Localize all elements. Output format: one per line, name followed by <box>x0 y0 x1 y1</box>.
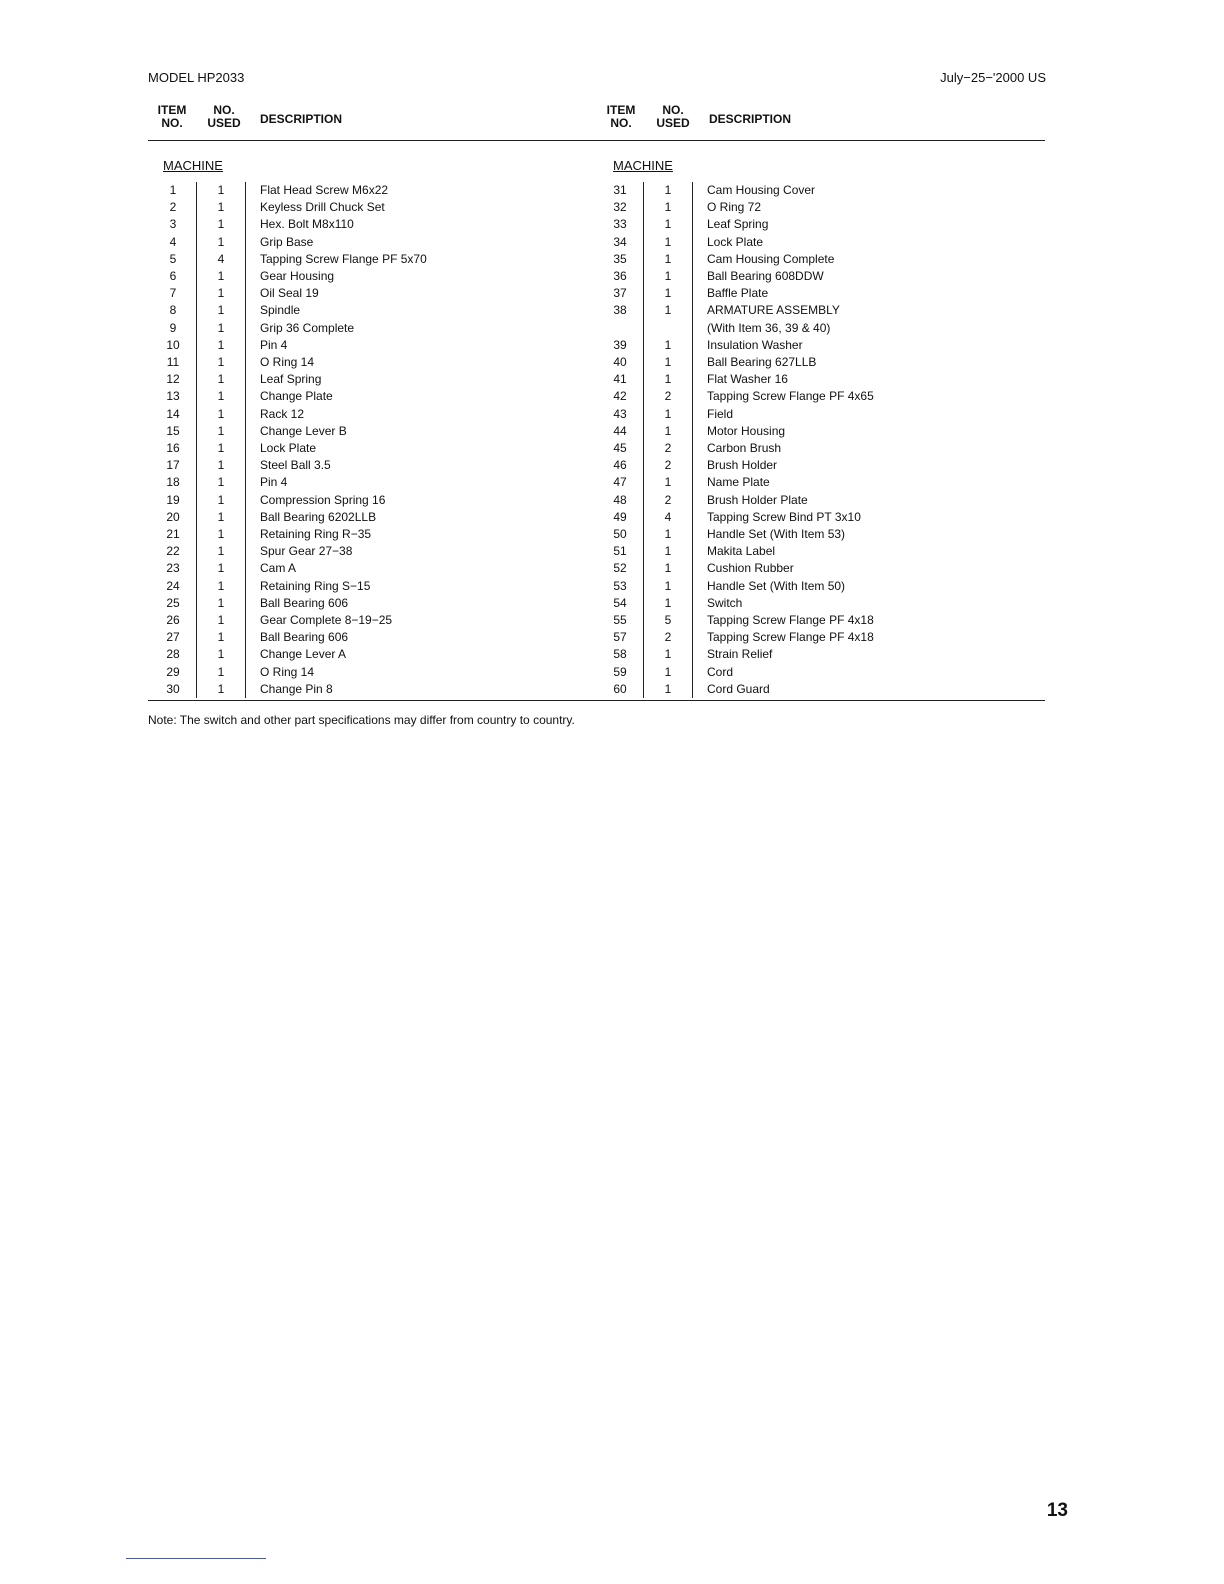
item-number: 2 <box>169 200 177 215</box>
table-row <box>597 251 1027 268</box>
part-description: Name Plate <box>707 475 770 490</box>
part-description: Gear Housing <box>260 269 335 284</box>
part-description: Grip Base <box>260 234 314 249</box>
table-row <box>597 578 1027 595</box>
item-number: 59 <box>613 664 627 679</box>
part-description: Carbon Brush <box>707 441 782 456</box>
part-description: O Ring 14 <box>260 355 315 370</box>
quantity-used: 1 <box>644 234 693 251</box>
quantity-used: 1 <box>197 612 246 629</box>
table-row <box>150 509 580 526</box>
quantity-used: 1 <box>644 423 693 440</box>
table-row <box>150 199 580 216</box>
quantity-used: 2 <box>644 457 693 474</box>
item-number: 23 <box>166 561 180 576</box>
quantity-used: 1 <box>197 406 246 423</box>
item-number: 12 <box>166 372 180 387</box>
quantity-used: 1 <box>644 646 693 663</box>
item-number: 50 <box>613 527 627 542</box>
table-row <box>150 612 580 629</box>
part-description: Cord Guard <box>707 681 770 696</box>
part-description: Tapping Screw Flange PF 4x65 <box>707 389 874 404</box>
quantity-used: 1 <box>644 182 693 199</box>
table-row <box>150 320 580 337</box>
table-row <box>597 371 1027 388</box>
quantity-used: 1 <box>197 371 246 388</box>
item-number: 4 <box>169 234 177 249</box>
table-row <box>597 612 1027 629</box>
quantity-used: 4 <box>197 251 246 268</box>
item-number: 49 <box>613 509 627 524</box>
part-description: Cord <box>707 664 734 679</box>
item-number: 28 <box>166 647 180 662</box>
item-number: 21 <box>166 527 180 542</box>
part-description: O Ring 14 <box>260 664 315 679</box>
quantity-used: 1 <box>644 251 693 268</box>
quantity-used: 1 <box>197 268 246 285</box>
table-row <box>150 406 580 423</box>
part-description: Compression Spring 16 <box>260 492 386 507</box>
item-number: 1 <box>169 183 177 197</box>
quantity-used: 1 <box>644 560 693 577</box>
part-description: Baffle Plate <box>707 286 769 301</box>
table-row <box>150 526 580 543</box>
part-description: Change Lever B <box>260 423 347 438</box>
quantity-used: 1 <box>644 578 693 595</box>
part-description: Cushion Rubber <box>707 561 794 576</box>
part-description: Pin 4 <box>260 475 288 490</box>
table-row <box>150 234 580 251</box>
table-row <box>150 492 580 509</box>
item-number: 3 <box>169 217 177 232</box>
quantity-used: 5 <box>644 612 693 629</box>
item-number: 10 <box>166 337 180 352</box>
quantity-used: 1 <box>644 216 693 233</box>
part-description: Spur Gear 27−38 <box>260 544 353 559</box>
quantity-used: 1 <box>197 234 246 251</box>
part-description: Change Plate <box>260 389 333 404</box>
description-header: DESCRIPTION <box>709 112 792 126</box>
table-row <box>597 457 1027 474</box>
table-row <box>150 337 580 354</box>
part-description: Retaining Ring S−15 <box>260 578 371 593</box>
part-description: Change Pin 8 <box>260 681 333 696</box>
item-number: 46 <box>613 458 627 473</box>
table-row <box>597 526 1027 543</box>
item-number: 30 <box>166 681 180 696</box>
table-row <box>597 320 1027 337</box>
item-number: 25 <box>166 595 180 610</box>
part-description: Tapping Screw Flange PF 5x70 <box>260 251 427 266</box>
part-description: Flat Head Screw M6x22 <box>260 183 389 197</box>
table-row <box>597 199 1027 216</box>
item-number: 18 <box>166 475 180 490</box>
quantity-used: 1 <box>197 423 246 440</box>
part-description: Change Lever A <box>260 647 347 662</box>
quantity-used: 1 <box>197 578 246 595</box>
item-number: 55 <box>613 613 627 628</box>
specification-note: Note: The switch and other part specifications may differ from country to country. <box>148 713 575 727</box>
quantity-used: 1 <box>197 595 246 612</box>
table-row <box>597 681 1027 698</box>
part-description: Lock Plate <box>707 234 764 249</box>
part-description: Lock Plate <box>260 441 317 456</box>
item-number: 20 <box>166 509 180 524</box>
part-description: Ball Bearing 606 <box>260 630 349 645</box>
table-row <box>597 492 1027 509</box>
table-row <box>150 423 580 440</box>
part-description: Retaining Ring R−35 <box>260 527 372 542</box>
item-number: 37 <box>613 286 627 301</box>
item-number: 42 <box>613 389 627 404</box>
model-label: MODEL HP2033 <box>148 70 245 85</box>
part-description: Insulation Washer <box>707 337 803 352</box>
parts-table-right <box>597 182 1027 698</box>
quantity-used: 1 <box>197 560 246 577</box>
quantity-used: 1 <box>197 526 246 543</box>
item-number: 22 <box>166 544 180 559</box>
part-description: Cam A <box>260 561 297 576</box>
quantity-used: 1 <box>644 199 693 216</box>
part-description: Steel Ball 3.5 <box>260 458 331 473</box>
table-row <box>597 182 1027 199</box>
quantity-used: 1 <box>644 664 693 681</box>
table-row <box>150 474 580 491</box>
item-number: 51 <box>613 544 627 559</box>
item-number: 54 <box>613 595 627 610</box>
item-no-header-line1: ITEM <box>606 103 636 117</box>
quantity-used: 1 <box>197 509 246 526</box>
part-description: Rack 12 <box>260 406 305 421</box>
quantity-used: 1 <box>197 354 246 371</box>
part-description: Handle Set (With Item 50) <box>707 578 846 593</box>
part-description: ARMATURE ASSEMBLY <box>707 303 840 318</box>
part-description: (With Item 36, 39 & 40) <box>707 320 831 335</box>
item-number: 58 <box>613 647 627 662</box>
quantity-used: 1 <box>644 337 693 354</box>
item-number: 9 <box>169 320 177 335</box>
item-number: 14 <box>166 406 180 421</box>
item-number: 24 <box>166 578 180 593</box>
part-description: Tapping Screw Flange PF 4x18 <box>707 630 874 645</box>
footer-divider <box>148 700 1045 701</box>
quantity-used: 1 <box>197 182 246 199</box>
quantity-used: 1 <box>644 681 693 698</box>
table-row <box>150 646 580 663</box>
item-number: 57 <box>613 630 627 645</box>
item-number: 13 <box>166 389 180 404</box>
part-description: Grip 36 Complete <box>260 320 355 335</box>
item-number: 27 <box>166 630 180 645</box>
description-header: DESCRIPTION <box>260 112 343 126</box>
item-number: 41 <box>613 372 627 387</box>
table-row <box>597 337 1027 354</box>
part-description: Ball Bearing 608DDW <box>707 269 824 284</box>
table-row <box>597 423 1027 440</box>
table-row <box>150 388 580 405</box>
quantity-used: 1 <box>644 526 693 543</box>
table-row <box>597 354 1027 371</box>
item-number: 17 <box>166 458 180 473</box>
table-row <box>150 595 580 612</box>
part-description: Leaf Spring <box>707 217 769 232</box>
table-row <box>150 457 580 474</box>
table-row <box>150 560 580 577</box>
part-description: Motor Housing <box>707 423 786 438</box>
part-description: O Ring 72 <box>707 200 762 215</box>
item-number: 7 <box>169 286 177 301</box>
part-description: Keyless Drill Chuck Set <box>260 200 385 215</box>
table-row <box>597 406 1027 423</box>
quantity-used: 4 <box>644 509 693 526</box>
item-number: 47 <box>613 475 627 490</box>
no-used-header-line2: USED <box>207 116 241 130</box>
table-row <box>597 388 1027 405</box>
table-row <box>150 664 580 681</box>
table-row <box>597 509 1027 526</box>
table-row <box>597 474 1027 491</box>
quantity-used: 1 <box>197 388 246 405</box>
footer-rule <box>126 1558 266 1559</box>
table-row <box>597 285 1027 302</box>
part-description: Field <box>707 406 734 421</box>
table-row <box>150 543 580 560</box>
table-row <box>150 182 580 199</box>
table-row <box>150 629 580 646</box>
section-label-left: MACHINE <box>163 158 223 173</box>
item-number: 31 <box>613 183 627 197</box>
item-number: 48 <box>613 492 627 507</box>
part-description: Makita Label <box>707 544 776 559</box>
table-row <box>150 578 580 595</box>
quantity-used: 2 <box>644 440 693 457</box>
item-number: 38 <box>613 303 627 318</box>
column-headers-right <box>597 104 1049 136</box>
part-description: Gear Complete 8−19−25 <box>260 613 393 628</box>
table-row <box>597 560 1027 577</box>
part-description: Leaf Spring <box>260 372 322 387</box>
table-row <box>150 251 580 268</box>
table-row <box>597 646 1027 663</box>
item-no-header-line2: NO. <box>161 116 183 130</box>
part-description: Pin 4 <box>260 337 288 352</box>
part-description: Brush Holder <box>707 458 778 473</box>
quantity-used: 2 <box>644 629 693 646</box>
no-used-header <box>200 104 248 130</box>
quantity-used: 1 <box>197 440 246 457</box>
quantity-used: 1 <box>644 268 693 285</box>
part-description: Strain Relief <box>707 647 773 662</box>
quantity-used: 1 <box>197 629 246 646</box>
part-description: Switch <box>707 595 743 610</box>
item-number: 26 <box>166 613 180 628</box>
table-row <box>597 268 1027 285</box>
table-row <box>150 268 580 285</box>
item-number: 39 <box>613 337 627 352</box>
table-row <box>150 681 580 698</box>
quantity-used: 1 <box>197 474 246 491</box>
quantity-used: 1 <box>197 543 246 560</box>
part-description: Flat Washer 16 <box>707 372 788 387</box>
part-description: Handle Set (With Item 53) <box>707 527 846 542</box>
item-number: 32 <box>613 200 627 215</box>
quantity-used: 1 <box>197 320 246 337</box>
table-row <box>597 629 1027 646</box>
table-row <box>597 595 1027 612</box>
item-number: 5 <box>169 251 177 266</box>
table-row <box>597 302 1027 319</box>
quantity-used: 1 <box>644 406 693 423</box>
quantity-used: 1 <box>197 664 246 681</box>
item-number <box>597 320 644 337</box>
part-description: Hex. Bolt M8x110 <box>260 217 354 232</box>
item-number: 36 <box>613 269 627 284</box>
table-row <box>597 440 1027 457</box>
part-description: Tapping Screw Flange PF 4x18 <box>707 613 874 628</box>
quantity-used: 1 <box>197 302 246 319</box>
quantity-used: 1 <box>644 543 693 560</box>
table-row <box>597 543 1027 560</box>
quantity-used: 1 <box>644 371 693 388</box>
no-used-header-line1: NO. <box>213 103 235 117</box>
table-row <box>597 234 1027 251</box>
quantity-used: 1 <box>197 646 246 663</box>
header-divider <box>148 140 1045 141</box>
quantity-used: 1 <box>197 492 246 509</box>
table-row <box>150 354 580 371</box>
quantity-used: 1 <box>197 199 246 216</box>
table-row <box>150 440 580 457</box>
quantity-used: 1 <box>644 354 693 371</box>
no-used-header-line1: NO. <box>662 103 684 117</box>
date-label: July−25−'2000 US <box>940 70 1046 85</box>
item-number: 60 <box>613 681 627 696</box>
quantity-used: 1 <box>197 681 246 698</box>
item-number: 53 <box>613 578 627 593</box>
quantity-used: 1 <box>644 302 693 319</box>
table-row <box>150 371 580 388</box>
item-number: 52 <box>613 561 627 576</box>
item-number: 6 <box>169 269 177 284</box>
item-number: 44 <box>613 423 627 438</box>
table-row <box>150 216 580 233</box>
item-no-header <box>597 104 645 130</box>
part-description: Spindle <box>260 303 301 318</box>
item-number: 45 <box>613 441 627 456</box>
quantity-used: 1 <box>644 285 693 302</box>
quantity-used: 2 <box>644 492 693 509</box>
item-number: 35 <box>613 251 627 266</box>
no-used-header <box>649 104 697 130</box>
item-no-header <box>148 104 196 130</box>
column-headers-left <box>148 104 600 136</box>
quantity-used: 2 <box>644 388 693 405</box>
part-description: Ball Bearing 6202LLB <box>260 509 377 524</box>
part-description: Cam Housing Complete <box>707 251 835 266</box>
item-number: 8 <box>169 303 177 318</box>
table-row <box>597 664 1027 681</box>
item-number: 11 <box>166 355 180 370</box>
quantity-used: 1 <box>197 457 246 474</box>
item-number: 29 <box>166 664 180 679</box>
item-number: 15 <box>166 423 180 438</box>
table-row <box>597 216 1027 233</box>
item-no-header-line1: ITEM <box>157 103 187 117</box>
part-description: Oil Seal 19 <box>260 286 319 301</box>
page-number: 13 <box>1046 1500 1068 1521</box>
quantity-used: 1 <box>197 216 246 233</box>
part-description: Brush Holder Plate <box>707 492 808 507</box>
quantity-used <box>644 320 693 337</box>
item-number: 43 <box>613 406 627 421</box>
table-row <box>150 285 580 302</box>
item-number: 16 <box>166 441 180 456</box>
quantity-used: 1 <box>644 474 693 491</box>
part-description: Ball Bearing 627LLB <box>707 355 817 370</box>
no-used-header-line2: USED <box>656 116 690 130</box>
part-description: Cam Housing Cover <box>707 183 816 197</box>
table-row <box>150 302 580 319</box>
part-description: Ball Bearing 606 <box>260 595 349 610</box>
item-number: 19 <box>166 492 180 507</box>
item-no-header-line2: NO. <box>610 116 632 130</box>
quantity-used: 1 <box>197 337 246 354</box>
part-description: Tapping Screw Bind PT 3x10 <box>707 509 861 524</box>
item-number: 33 <box>613 217 627 232</box>
parts-table-left <box>150 182 580 698</box>
quantity-used: 1 <box>197 285 246 302</box>
quantity-used: 1 <box>644 595 693 612</box>
section-label-right: MACHINE <box>613 158 673 173</box>
item-number: 34 <box>613 234 627 249</box>
item-number: 40 <box>613 355 627 370</box>
